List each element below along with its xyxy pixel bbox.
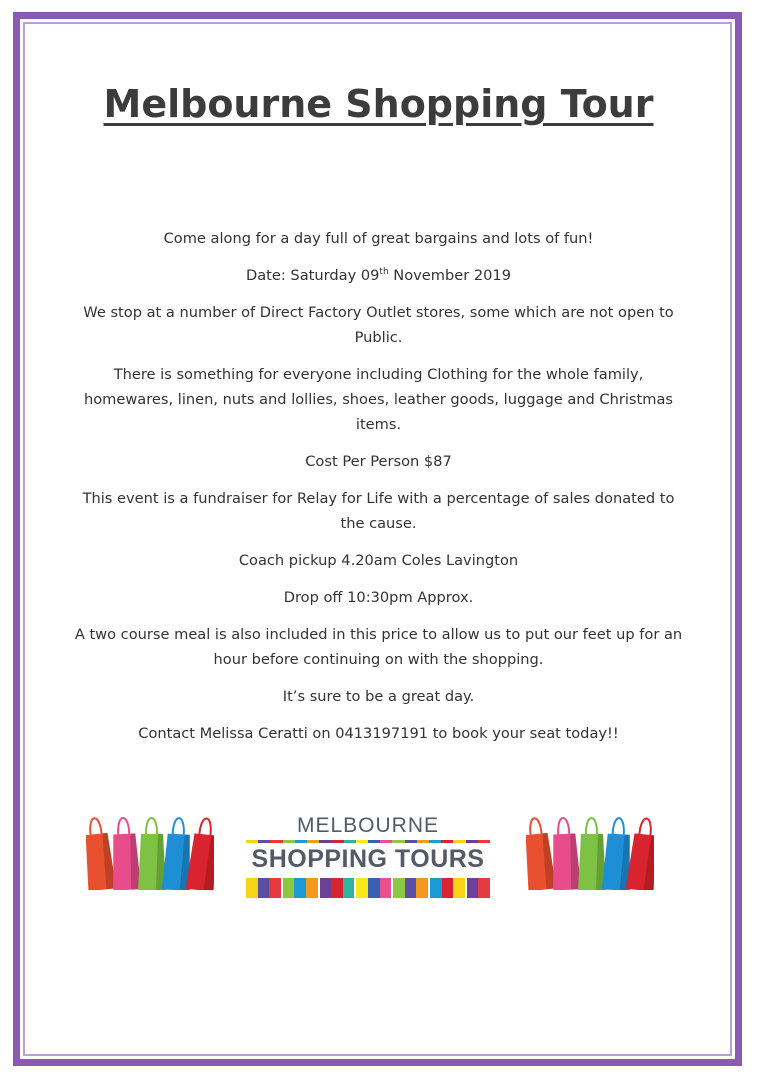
logo-stripe bbox=[405, 878, 417, 898]
logo-dash-segment bbox=[429, 840, 441, 843]
logo-stripe bbox=[343, 878, 355, 898]
logo-stripe bbox=[368, 878, 380, 898]
logo-top-text: MELBOURNE bbox=[296, 814, 440, 837]
date-text: Date: Saturday 09th November 2019 bbox=[246, 267, 511, 284]
logo-stripe bbox=[294, 878, 306, 898]
logo-dash-segment bbox=[283, 840, 295, 843]
dropoff-text: Drop off 10:30pm Approx. bbox=[283, 589, 474, 606]
great-day-text: It’s sure to be a great day. bbox=[282, 688, 475, 705]
logo-stripe bbox=[380, 878, 392, 898]
logo-dash-segment bbox=[319, 840, 331, 843]
logo-stripe bbox=[331, 878, 343, 898]
logo-stripe bbox=[416, 878, 428, 898]
logo-dash-segment bbox=[270, 840, 282, 843]
cost-text: Cost Per Person $87 bbox=[305, 453, 452, 470]
logo-dash-line bbox=[246, 840, 490, 843]
contact-text: Contact Melissa Ceratti on 0413197191 to book your seat today!! bbox=[138, 725, 619, 742]
flyer-body bbox=[70, 226, 687, 758]
logo-stripe bbox=[320, 878, 332, 898]
logo-dash-segment bbox=[246, 840, 258, 843]
logo-stripe bbox=[246, 878, 258, 898]
fundraiser-text: This event is a fundraiser for Relay for Life with a percentage of sales donated to the cause. bbox=[82, 490, 675, 532]
logo-stripe bbox=[467, 878, 479, 898]
logo-stripe bbox=[393, 878, 405, 898]
logo-dash-segment bbox=[258, 840, 270, 843]
shopping-bag-icon bbox=[578, 818, 606, 890]
logo-dash-segment bbox=[478, 840, 490, 843]
stops-text: We stop at a number of Direct Factory Outlet stores, some which are not open to Public. bbox=[83, 304, 674, 346]
logo-stripes bbox=[246, 878, 490, 898]
logo-dash-segment bbox=[295, 840, 307, 843]
logo-dash-segment bbox=[331, 840, 343, 843]
shopping-bag-icon bbox=[86, 817, 116, 890]
logo-dash-segment bbox=[380, 840, 392, 843]
everyone-text: There is something for everyone including Clothing for the whole family, homewares, linen, nuts and lollies, shoes, leather goods, luggage and Christmas items. bbox=[83, 366, 674, 433]
footer-graphics bbox=[0, 800, 757, 900]
shopping-bag-icon bbox=[109, 817, 141, 890]
shopping-bag-icon bbox=[138, 818, 166, 890]
logo-stripe bbox=[356, 878, 368, 898]
logo-dash-segment bbox=[392, 840, 404, 843]
shopping-bag-icon bbox=[626, 817, 654, 890]
logo-stripe bbox=[258, 878, 270, 898]
logo-stripe bbox=[269, 878, 281, 898]
logo-dash-segment bbox=[441, 840, 453, 843]
pickup-text: Coach pickup 4.20am Coles Lavington bbox=[238, 552, 519, 569]
shopping-bag-icon bbox=[526, 817, 556, 890]
logo-main-text: SHOPPING TOURS bbox=[251, 845, 485, 873]
shopping-bags-left-icon bbox=[86, 806, 214, 890]
logo-stripe bbox=[430, 878, 442, 898]
logo-dash-segment bbox=[453, 840, 465, 843]
logo-dash-segment bbox=[417, 840, 429, 843]
logo-stripe bbox=[283, 878, 295, 898]
intro-text: Come along for a day full of great bargains and lots of fun! bbox=[163, 230, 594, 247]
logo-stripe bbox=[478, 878, 490, 898]
logo-dash-segment bbox=[368, 840, 380, 843]
logo-dash-segment bbox=[307, 840, 319, 843]
melbourne-shopping-tours-logo bbox=[246, 814, 490, 896]
shopping-bags-right-icon bbox=[526, 806, 654, 890]
logo-dash-segment bbox=[356, 840, 368, 843]
logo-stripe bbox=[453, 878, 465, 898]
logo-dash-segment bbox=[405, 840, 417, 843]
logo-dash-segment bbox=[344, 840, 356, 843]
shopping-bag-icon bbox=[186, 817, 214, 890]
shopping-bag-icon bbox=[549, 817, 581, 890]
logo-dash-segment bbox=[466, 840, 478, 843]
meal-text: A two course meal is also included in this price to allow us to put our feet up for an hour before continuing on with the shopping. bbox=[74, 626, 683, 668]
page-title: Melbourne Shopping Tour bbox=[103, 82, 654, 126]
logo-stripe bbox=[442, 878, 454, 898]
logo-stripe bbox=[306, 878, 318, 898]
